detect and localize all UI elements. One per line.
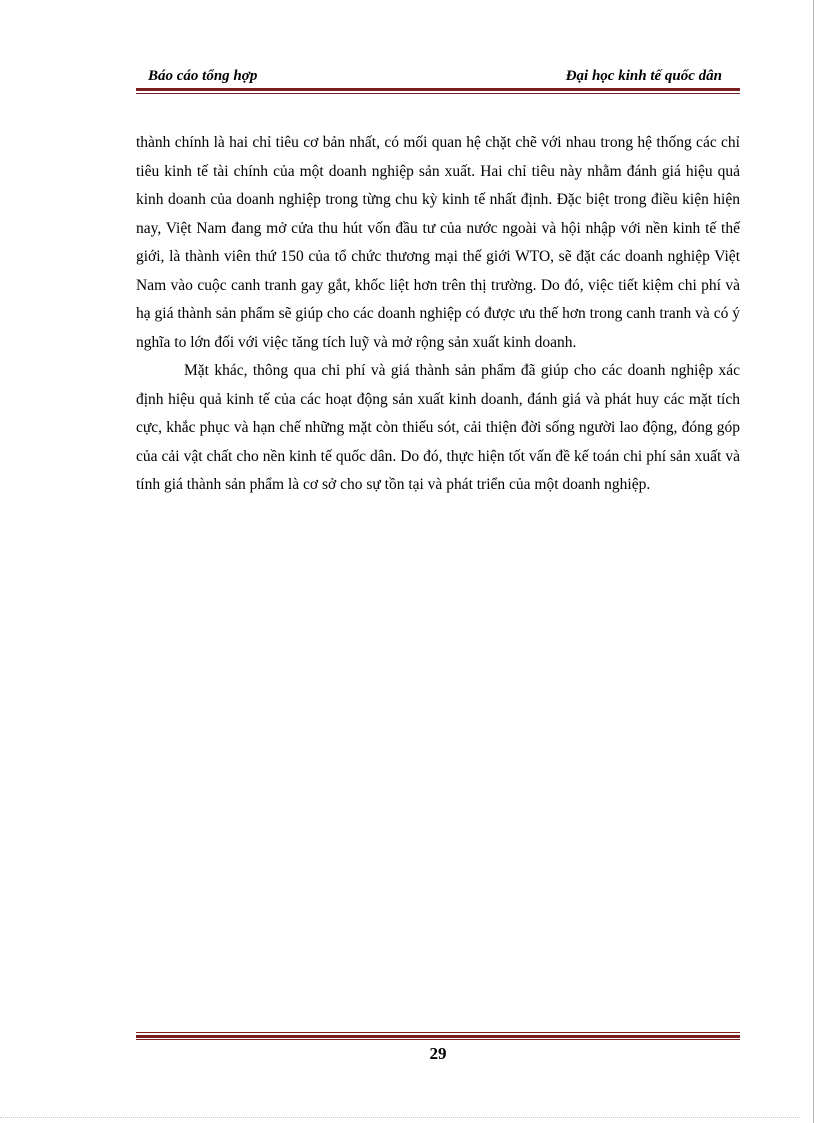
page-footer — [136, 1032, 740, 1072]
footer-rule-thick — [136, 1035, 740, 1038]
footer-rule-thin-bottom — [136, 1039, 740, 1040]
header-rule-thick — [136, 88, 740, 91]
header-university-name: Đại học kinh tế quốc dân — [565, 68, 722, 84]
header-report-title: Báo cáo tổng hợp — [148, 68, 258, 84]
page-edge-line — [813, 0, 814, 1123]
paragraph-continued: thành chính là hai chỉ tiêu cơ bản nhất, có mối quan hệ chặt chẽ với nhau trong hệ thống các chỉ tiêu kinh tế tài chính của một doanh nghiệp sản xuất. Hai chỉ tiêu này nhằm đánh giá hiệu quả kinh doanh của doanh nghiệp trong từng chu kỳ kinh tế nhất định. Đặc biệt trong điều kiện hiện nay, Việt Nam đang mở cửa thu hút vốn đầu tư của nước ngoài và hội nhập với nền kinh tế thế giới, là thành viên thứ 150 của tổ chức thương mại thế giới WTO, sẽ đặt các doanh nghiệp Việt Nam vào cuộc canh tranh gay gắt, khốc liệt hơn trên thị trường. Do đó, việc tiết kiệm chi phí và hạ giá thành sản phẩm sẽ giúp cho các doanh nghiệp có được ưu thế hơn trong canh tranh và có ý nghĩa to lớn đối với việc tăng tích luỹ và mở rộng sản xuất kinh doanh. — [136, 134, 740, 351]
page-number: 29 — [429, 1044, 447, 1063]
page-bottom-dotted-line — [0, 1117, 800, 1118]
page-header — [136, 66, 740, 92]
paragraph: Mặt khác, thông qua chi phí và giá thành sản phẩm đã giúp cho các doanh nghiệp xác định hiệu quả kinh tế của các hoạt động sản xuất kinh doanh, đánh giá và phát huy các mặt tích cực, khắc phục và hạn chế những mặt còn thiếu sót, cải thiện đời sống người lao động, đóng góp của cải vật chất cho nền kinh tế quốc dân. Do đó, thực hiện tốt vấn đề kế toán chi phí sản xuất và tính giá thành sản phẩm là cơ sở cho sự tồn tại và phát triển của một doanh nghiệp. — [136, 362, 740, 493]
footer-rule-thin-top — [136, 1032, 740, 1033]
body-text — [136, 129, 740, 500]
header-rule-thin — [136, 93, 740, 94]
